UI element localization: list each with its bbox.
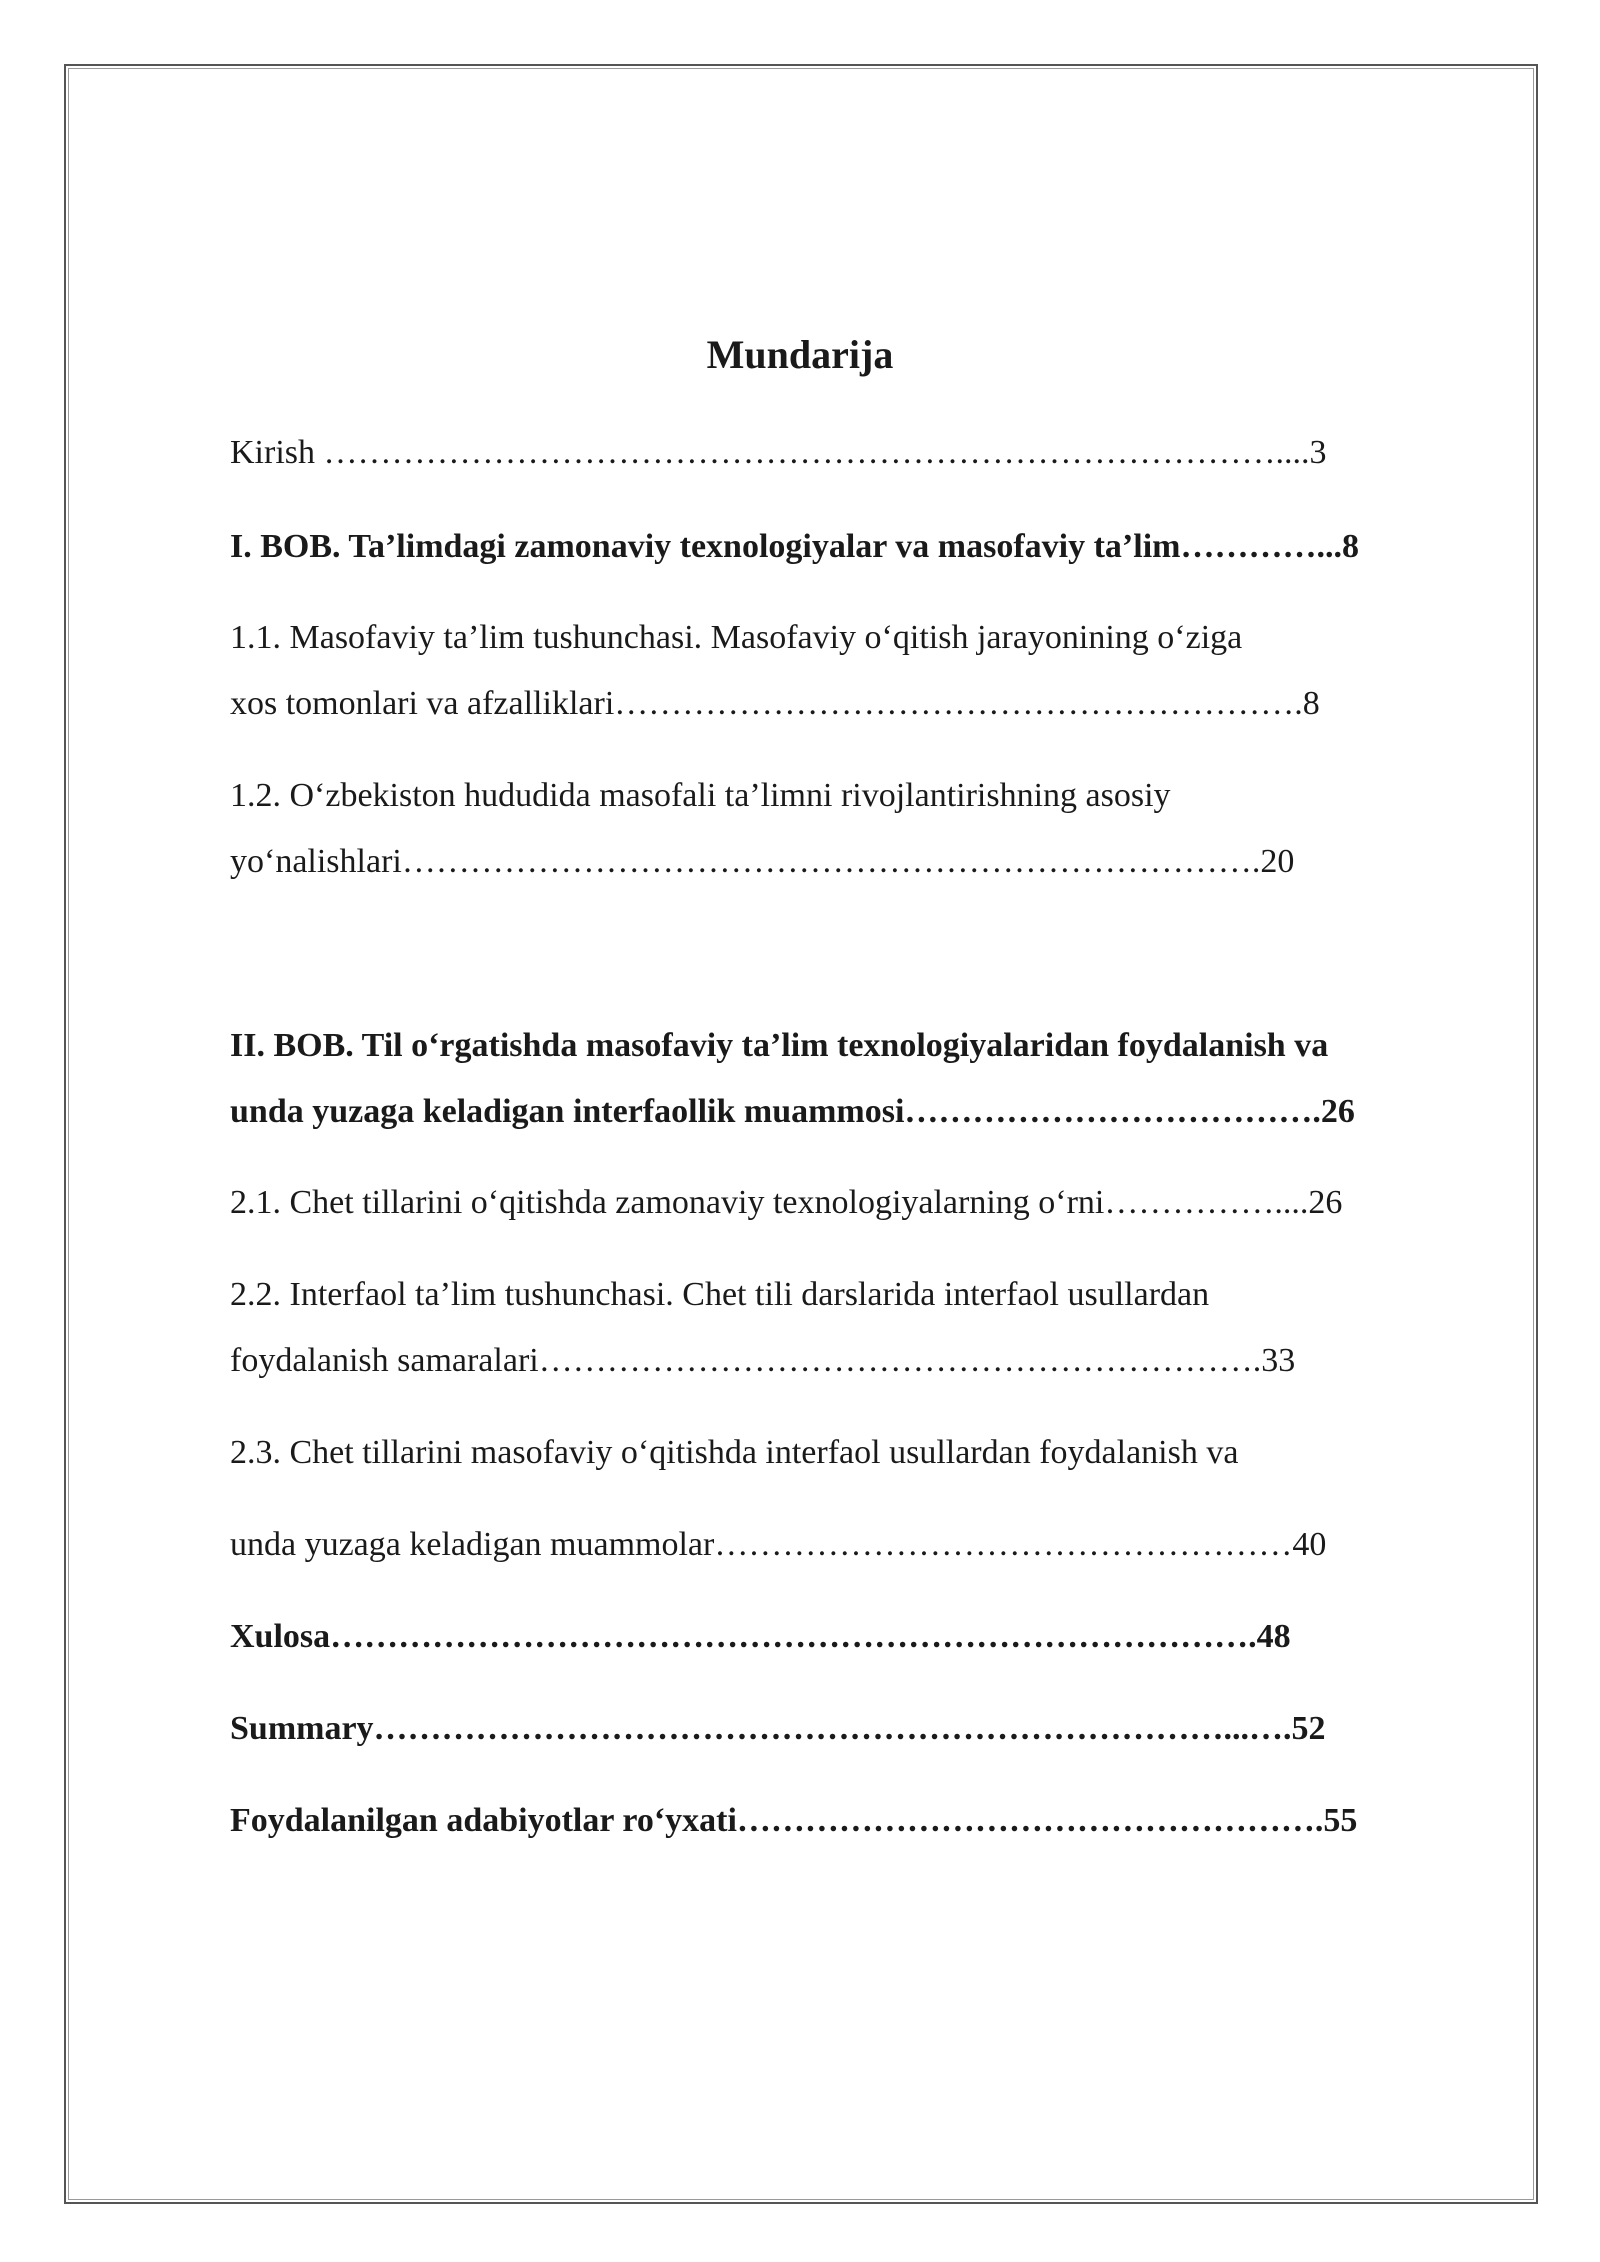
page-title: Mundarija xyxy=(706,332,894,377)
toc-entry-xulosa: Xulosa……………………………………………………………………….48 xyxy=(230,1618,1291,1655)
toc-entry-2-2-line-1: 2.2. Interfaol ta’lim tushunchasi. Chet tili darslarida interfaol usullardan xyxy=(230,1276,1210,1313)
toc-entry-chapter-2-line-1: II. BOB. Til o‘rgatishda masofaviy ta’lim texnologiyalaridan foydalanish va xyxy=(230,1027,1329,1064)
toc-entry-1-1-line-1: 1.1. Masofaviy ta’lim tushunchasi. Masofaviy o‘qitish jarayonining o‘ziga xyxy=(230,619,1243,656)
toc-entry-references: Foydalanilgan adabiyotlar ro‘yxati…………………………………………….55 xyxy=(230,1802,1358,1839)
toc-entry-2-1: 2.1. Chet tillarini o‘qitishda zamonaviy texnologiyalarning o‘rni……………....26 xyxy=(230,1184,1343,1221)
toc-entry-2-3-line-1: 2.3. Chet tillarini masofaviy o‘qitishda interfaol usullardan foydalanish va xyxy=(230,1434,1239,1471)
toc-entry-kirish: Kirish …………………………………………………………………………....3 xyxy=(230,434,1327,471)
toc-entry-1-2-line-2: yo‘nalishlari………………………………………………………………….20 xyxy=(230,843,1295,880)
toc-entry-summary: Summary…………………………………………………………………...….52 xyxy=(230,1710,1326,1747)
toc-entry-chapter-2-line-2: unda yuzaga keladigan interfaollik muammosi……………………………….26 xyxy=(230,1093,1355,1130)
toc-entry-chapter-1: I. BOB. Ta’limdagi zamonaviy texnologiyalar va masofaviy ta’lim…………...8 xyxy=(230,528,1359,565)
toc-entry-1-2-line-1: 1.2. O‘zbekiston hududida masofali ta’limni rivojlantirishning asosiy xyxy=(230,777,1171,814)
toc-entry-2-2-line-2: foydalanish samaralari……………………………………………………….33 xyxy=(230,1342,1296,1379)
toc-entry-1-1-line-2: xos tomonlari va afzalliklari…………………………………………………….8 xyxy=(230,685,1320,722)
toc-entry-2-3-line-2: unda yuzaga keladigan muammolar……………………………………………40 xyxy=(230,1526,1327,1563)
